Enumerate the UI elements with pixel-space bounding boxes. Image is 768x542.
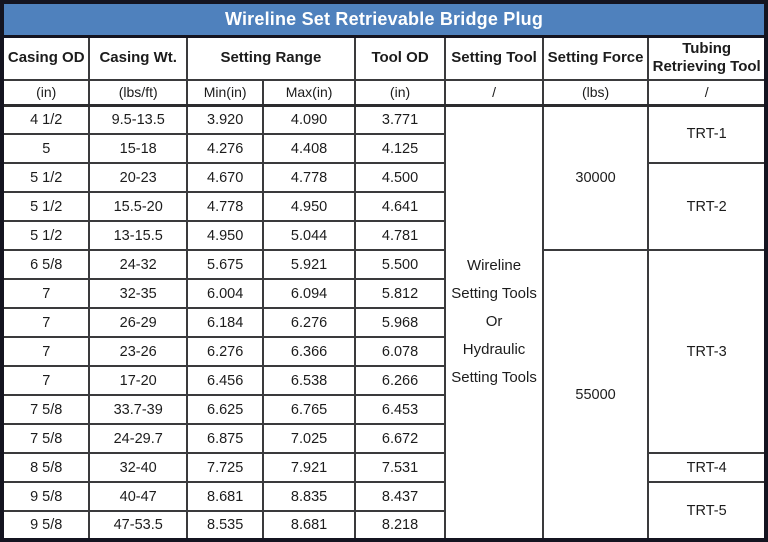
cell-tool-od: 8.218 (355, 511, 445, 540)
cell-casing-wt: 33.7-39 (89, 395, 187, 424)
cell-setting-min: 4.778 (187, 192, 263, 221)
cell-setting-min: 6.875 (187, 424, 263, 453)
header-row (2, 36, 766, 80)
cell-setting-max: 4.950 (263, 192, 354, 221)
cell-trt-3: TRT-3 (648, 250, 766, 453)
unit-setting-range-max: Max(in) (263, 80, 354, 105)
cell-setting-min: 3.920 (187, 105, 263, 134)
cell-setting-max: 5.044 (263, 221, 354, 250)
cell-tool-od: 4.641 (355, 192, 445, 221)
col-header-casing-wt: Casing Wt. (89, 36, 187, 80)
col-header-casing-od: Casing OD (2, 36, 89, 80)
cell-tool-od: 3.771 (355, 105, 445, 134)
cell-setting-max: 7.025 (263, 424, 354, 453)
cell-setting-max: 6.366 (263, 337, 354, 366)
cell-setting-max: 4.408 (263, 134, 354, 163)
cell-casing-od: 5 1/2 (2, 163, 89, 192)
unit-casing-wt: (lbs/ft) (89, 80, 187, 105)
cell-setting-max: 4.090 (263, 105, 354, 134)
cell-tool-od: 8.437 (355, 482, 445, 511)
cell-setting-min: 4.276 (187, 134, 263, 163)
cell-casing-od: 4 1/2 (2, 105, 89, 134)
setting-tool-line: Wireline (466, 257, 522, 275)
cell-trt-5: TRT-5 (648, 482, 766, 540)
table-row (2, 163, 766, 192)
setting-tool-line: Hydraulic (462, 341, 526, 359)
cell-tool-od: 6.672 (355, 424, 445, 453)
cell-tool-od: 4.500 (355, 163, 445, 192)
cell-tool-od: 7.531 (355, 453, 445, 482)
cell-casing-od: 5 (2, 134, 89, 163)
col-header-setting-force: Setting Force (543, 36, 649, 80)
cell-casing-od: 6 5/8 (2, 250, 89, 279)
cell-tool-od: 4.781 (355, 221, 445, 250)
setting-tool-line: Or (485, 313, 503, 331)
unit-tubing-retrieving-tool: / (648, 80, 766, 105)
cell-setting-max: 4.778 (263, 163, 354, 192)
unit-setting-range-min: Min(in) (187, 80, 263, 105)
cell-setting-min: 6.184 (187, 308, 263, 337)
unit-tool-od: (in) (355, 80, 445, 105)
cell-setting-max: 6.538 (263, 366, 354, 395)
cell-casing-od: 5 1/2 (2, 192, 89, 221)
cell-casing-wt: 26-29 (89, 308, 187, 337)
cell-casing-wt: 9.5-13.5 (89, 105, 187, 134)
col-header-setting-tool: Setting Tool (445, 36, 543, 80)
setting-tool-line: Setting Tools (451, 369, 537, 387)
table-title: Wireline Set Retrievable Bridge Plug (2, 2, 766, 36)
cell-casing-wt: 13-15.5 (89, 221, 187, 250)
cell-casing-wt: 23-26 (89, 337, 187, 366)
cell-tool-od: 6.453 (355, 395, 445, 424)
col-header-tubing-retrieving-tool: Tubing Retrieving Tool (648, 36, 766, 80)
cell-setting-min: 6.276 (187, 337, 263, 366)
col-header-setting-range: Setting Range (187, 36, 355, 80)
cell-setting-min: 7.725 (187, 453, 263, 482)
cell-trt-4: TRT-4 (648, 453, 766, 482)
cell-tool-od: 5.968 (355, 308, 445, 337)
cell-casing-od: 7 (2, 308, 89, 337)
cell-casing-wt: 24-32 (89, 250, 187, 279)
cell-setting-min: 4.670 (187, 163, 263, 192)
cell-casing-wt: 20-23 (89, 163, 187, 192)
unit-setting-force: (lbs) (543, 80, 649, 105)
cell-tool-od: 5.500 (355, 250, 445, 279)
cell-setting-force-upper: 30000 (543, 105, 649, 250)
cell-casing-od: 7 5/8 (2, 424, 89, 453)
cell-setting-force-lower: 55000 (543, 250, 649, 540)
cell-casing-wt: 32-40 (89, 453, 187, 482)
cell-casing-od: 7 (2, 279, 89, 308)
cell-setting-min: 8.681 (187, 482, 263, 511)
cell-casing-od: 7 5/8 (2, 395, 89, 424)
cell-casing-od: 5 1/2 (2, 221, 89, 250)
unit-setting-tool: / (445, 80, 543, 105)
table-row (2, 250, 766, 279)
cell-tool-od: 6.078 (355, 337, 445, 366)
cell-setting-max: 8.681 (263, 511, 354, 540)
cell-casing-wt: 17-20 (89, 366, 187, 395)
title-row (2, 2, 766, 36)
unit-casing-od: (in) (2, 80, 89, 105)
cell-tool-od: 6.266 (355, 366, 445, 395)
cell-casing-od: 8 5/8 (2, 453, 89, 482)
units-row (2, 80, 766, 105)
cell-setting-max: 6.276 (263, 308, 354, 337)
table-row (2, 453, 766, 482)
cell-setting-min: 6.004 (187, 279, 263, 308)
cell-trt-1: TRT-1 (648, 105, 766, 163)
cell-setting-min: 6.625 (187, 395, 263, 424)
cell-tool-od: 4.125 (355, 134, 445, 163)
cell-setting-max: 6.094 (263, 279, 354, 308)
cell-setting-max: 5.921 (263, 250, 354, 279)
table-row (2, 482, 766, 511)
cell-casing-od: 7 (2, 337, 89, 366)
setting-tool-line: Setting Tools (451, 285, 537, 303)
cell-casing-od: 9 5/8 (2, 482, 89, 511)
cell-casing-od: 9 5/8 (2, 511, 89, 540)
cell-casing-wt: 47-53.5 (89, 511, 187, 540)
cell-setting-min: 8.535 (187, 511, 263, 540)
cell-setting-min: 6.456 (187, 366, 263, 395)
cell-casing-wt: 32-35 (89, 279, 187, 308)
cell-setting-max: 7.921 (263, 453, 354, 482)
cell-casing-wt: 15.5-20 (89, 192, 187, 221)
cell-setting-max: 8.835 (263, 482, 354, 511)
cell-setting-tool-merged (445, 105, 543, 540)
cell-tool-od: 5.812 (355, 279, 445, 308)
table-row (2, 105, 766, 134)
cell-casing-od: 7 (2, 366, 89, 395)
cell-casing-wt: 15-18 (89, 134, 187, 163)
col-header-tool-od: Tool OD (355, 36, 445, 80)
cell-setting-min: 5.675 (187, 250, 263, 279)
cell-trt-2: TRT-2 (648, 163, 766, 250)
cell-setting-max: 6.765 (263, 395, 354, 424)
cell-casing-wt: 24-29.7 (89, 424, 187, 453)
cell-setting-min: 4.950 (187, 221, 263, 250)
cell-casing-wt: 40-47 (89, 482, 187, 511)
